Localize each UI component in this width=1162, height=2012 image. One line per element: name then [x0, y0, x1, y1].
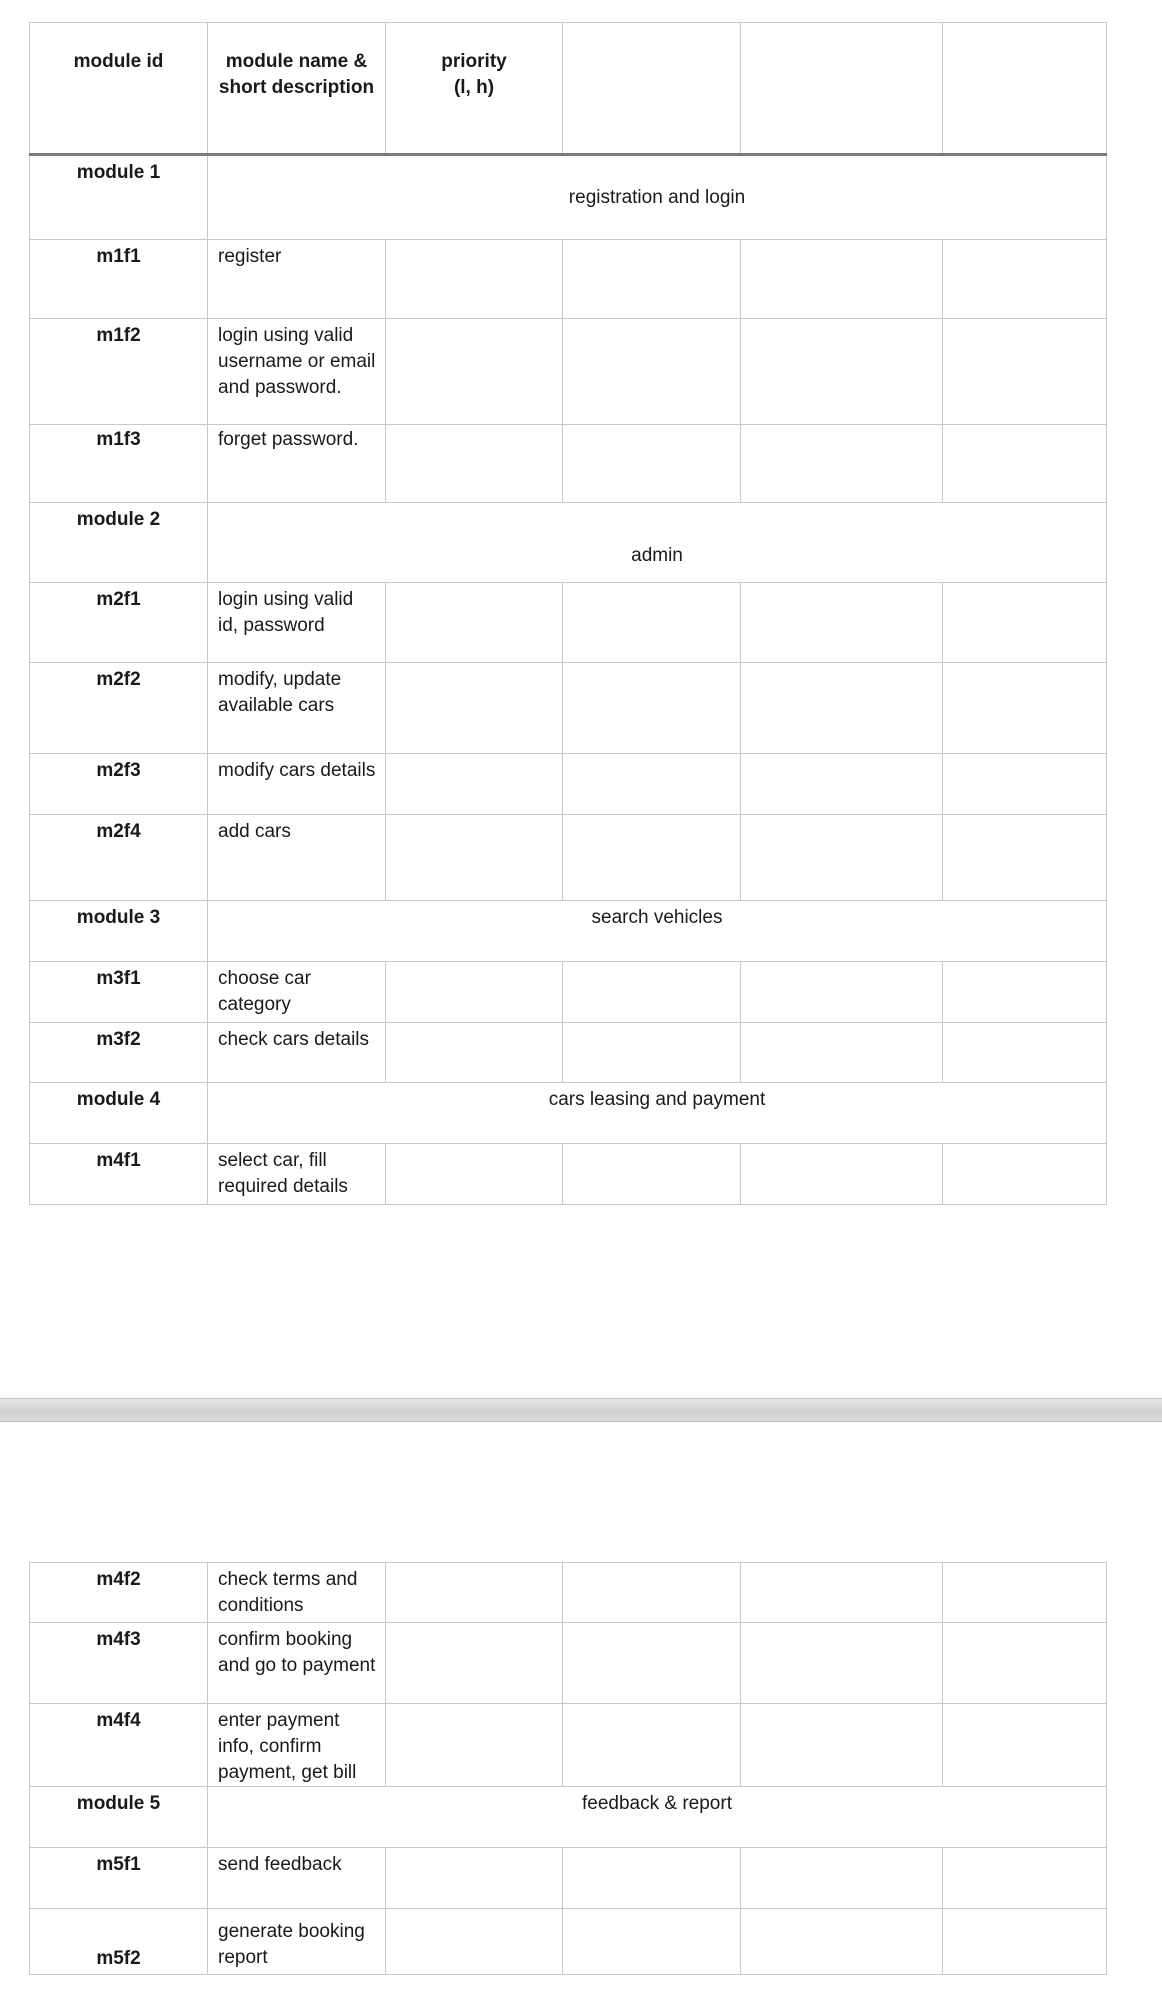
feature-desc-cell: login using valid username or email and password. [208, 319, 386, 425]
feature-id-cell: m4f2 [30, 1563, 208, 1623]
feature-id-cell: m4f3 [30, 1623, 208, 1704]
feature-id-cell: m4f1 [30, 1144, 208, 1205]
feature-desc-cell: choose car category [208, 962, 386, 1023]
empty-cell [563, 962, 741, 1023]
module-row [30, 155, 1107, 240]
feature-id-cell: m2f2 [30, 663, 208, 754]
empty-cell [943, 1144, 1107, 1205]
priority-cell [386, 319, 563, 425]
priority-cell [386, 815, 563, 901]
feature-desc-cell: enter payment info, confirm payment, get bill [208, 1704, 386, 1787]
empty-cell [943, 583, 1107, 663]
feature-row [30, 1144, 1107, 1205]
feature-row [30, 815, 1107, 901]
module-row [30, 901, 1107, 962]
feature-id-cell: m5f2 [30, 1909, 208, 1975]
empty-cell [563, 1144, 741, 1205]
header-module-name [208, 23, 386, 155]
requirements-table-page-2 [29, 1562, 1107, 1975]
empty-cell [741, 583, 943, 663]
feature-row [30, 425, 1107, 503]
empty-cell [741, 663, 943, 754]
feature-row [30, 1023, 1107, 1083]
priority-cell [386, 663, 563, 754]
module-row [30, 1787, 1107, 1848]
empty-cell [943, 1848, 1107, 1909]
header-module-name-line2: short description [218, 77, 375, 98]
feature-id-cell: m1f3 [30, 425, 208, 503]
empty-cell [741, 425, 943, 503]
empty-cell [563, 1909, 741, 1975]
feature-row [30, 1848, 1107, 1909]
module-id-cell: module 3 [30, 901, 208, 962]
priority-cell [386, 1848, 563, 1909]
module-row [30, 503, 1107, 583]
feature-desc-cell: check cars details [208, 1023, 386, 1083]
feature-id-cell: m3f2 [30, 1023, 208, 1083]
empty-cell [563, 754, 741, 815]
empty-cell [741, 754, 943, 815]
empty-cell [563, 583, 741, 663]
feature-desc-cell: register [208, 240, 386, 319]
feature-desc-cell: confirm booking and go to payment [208, 1623, 386, 1704]
empty-cell [563, 1848, 741, 1909]
header-empty-col-4 [563, 23, 741, 155]
empty-cell [563, 1623, 741, 1704]
empty-cell [943, 1909, 1107, 1975]
feature-row [30, 1563, 1107, 1623]
priority-cell [386, 1144, 563, 1205]
feature-desc-cell: login using valid id, password [208, 583, 386, 663]
module-id-cell: module 1 [30, 155, 208, 240]
header-empty-col-5 [741, 23, 943, 155]
priority-cell [386, 962, 563, 1023]
empty-cell [741, 240, 943, 319]
empty-cell [741, 1909, 943, 1975]
empty-cell [563, 663, 741, 754]
header-module-id-label: module id [73, 51, 164, 72]
module-title-cell: feedback & report [208, 1787, 1107, 1848]
feature-id-cell: m4f4 [30, 1704, 208, 1787]
empty-cell [943, 1704, 1107, 1787]
page-break-separator [0, 1398, 1162, 1422]
empty-cell [943, 425, 1107, 503]
feature-desc-cell: forget password. [208, 425, 386, 503]
empty-cell [741, 962, 943, 1023]
empty-cell [943, 1023, 1107, 1083]
empty-cell [943, 1623, 1107, 1704]
header-priority-line2: (l, h) [453, 77, 495, 98]
feature-desc-cell: add cars [208, 815, 386, 901]
module-title-cell: registration and login [208, 155, 1107, 240]
feature-id-cell: m2f1 [30, 583, 208, 663]
feature-row [30, 240, 1107, 319]
empty-cell [943, 962, 1107, 1023]
header-priority [386, 23, 563, 155]
module-title-cell: search vehicles [208, 901, 1107, 962]
feature-row [30, 319, 1107, 425]
empty-cell [563, 425, 741, 503]
module-row [30, 1083, 1107, 1144]
empty-cell [943, 319, 1107, 425]
feature-id-cell: m1f1 [30, 240, 208, 319]
feature-id-cell: m5f1 [30, 1848, 208, 1909]
empty-cell [741, 1144, 943, 1205]
empty-cell [741, 1704, 943, 1787]
feature-row [30, 1623, 1107, 1704]
feature-desc-cell: send feedback [208, 1848, 386, 1909]
module-id-cell: module 4 [30, 1083, 208, 1144]
module-title-cell: admin [208, 503, 1107, 583]
empty-cell [741, 1848, 943, 1909]
feature-row [30, 754, 1107, 815]
empty-cell [943, 815, 1107, 901]
module-title-cell: cars leasing and payment [208, 1083, 1107, 1144]
empty-cell [943, 1563, 1107, 1623]
priority-cell [386, 1623, 563, 1704]
feature-id-cell: m1f2 [30, 319, 208, 425]
empty-cell [563, 240, 741, 319]
feature-row [30, 962, 1107, 1023]
feature-id-cell: m2f4 [30, 815, 208, 901]
module-id-cell: module 5 [30, 1787, 208, 1848]
empty-cell [943, 754, 1107, 815]
header-module-name-line1: module name & [225, 51, 368, 72]
feature-row [30, 663, 1107, 754]
priority-cell [386, 754, 563, 815]
header-row [30, 23, 1107, 155]
priority-cell [386, 1909, 563, 1975]
priority-cell [386, 1563, 563, 1623]
empty-cell [741, 1023, 943, 1083]
header-module-id [30, 23, 208, 155]
feature-desc-cell: modify, update available cars [208, 663, 386, 754]
empty-cell [563, 1704, 741, 1787]
empty-cell [741, 1563, 943, 1623]
empty-cell [741, 319, 943, 425]
empty-cell [563, 1563, 741, 1623]
feature-row [30, 1704, 1107, 1787]
empty-cell [741, 815, 943, 901]
feature-row [30, 1909, 1107, 1975]
feature-desc-cell: modify cars details [208, 754, 386, 815]
feature-desc-cell: generate booking report [208, 1909, 386, 1975]
module-id-cell: module 2 [30, 503, 208, 583]
empty-cell [943, 663, 1107, 754]
priority-cell [386, 1704, 563, 1787]
priority-cell [386, 240, 563, 319]
feature-desc-cell: select car, fill required details [208, 1144, 386, 1205]
feature-id-cell: m2f3 [30, 754, 208, 815]
feature-row [30, 583, 1107, 663]
empty-cell [563, 815, 741, 901]
empty-cell [563, 1023, 741, 1083]
requirements-table-page-1 [29, 22, 1107, 1205]
header-empty-col-6 [943, 23, 1107, 155]
priority-cell [386, 1023, 563, 1083]
empty-cell [943, 240, 1107, 319]
empty-cell [741, 1623, 943, 1704]
empty-cell [563, 319, 741, 425]
priority-cell [386, 583, 563, 663]
feature-id-cell: m3f1 [30, 962, 208, 1023]
feature-desc-cell: check terms and conditions [208, 1563, 386, 1623]
priority-cell [386, 425, 563, 503]
header-priority-line1: priority [441, 51, 507, 72]
